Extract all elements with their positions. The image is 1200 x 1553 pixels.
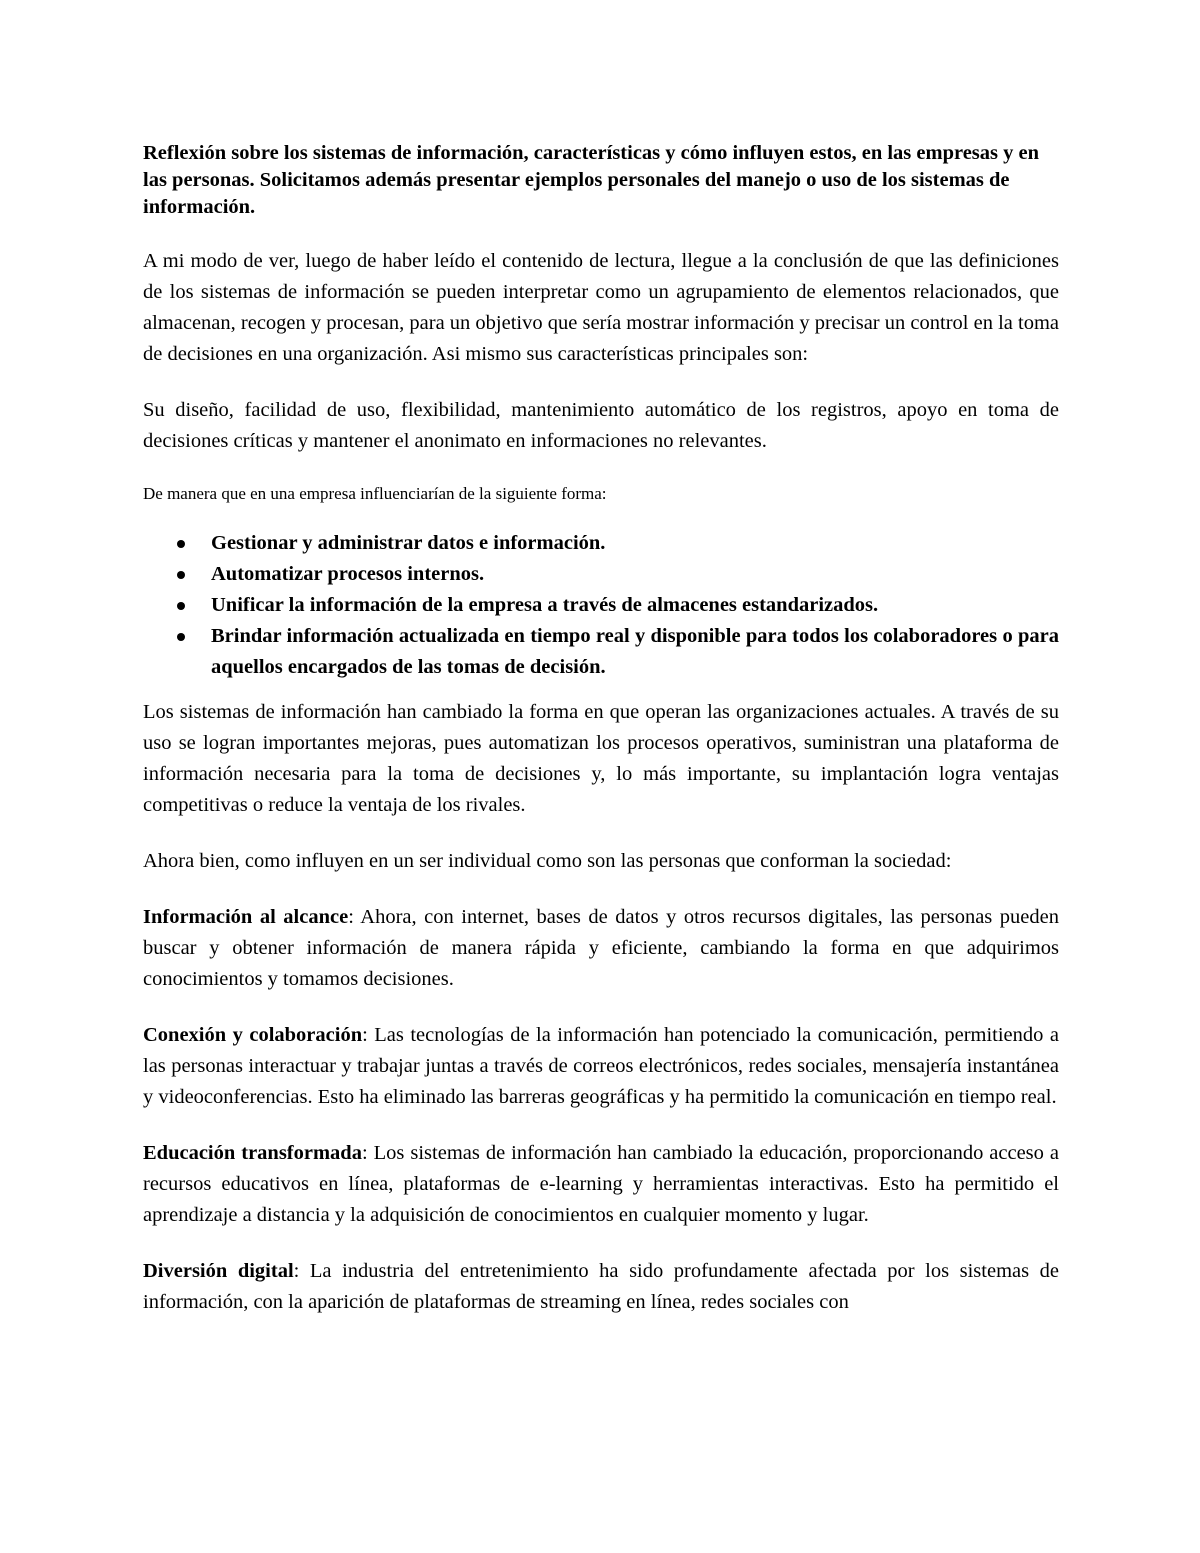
list-item: Unificar la información de la empresa a través de almacenes estandarizados. xyxy=(211,590,1059,621)
section-term: Información al alcance xyxy=(143,906,349,928)
section-text: : Los sistemas de información han cambiado la educación, proporcionando acceso a recursos educativos en línea, plataformas de e-learning y herramientas interactivas. Esto ha permitido el aprendizaje a distancia y la adquisición de conocimientos en cualquier momento y lugar. xyxy=(143,1142,1059,1226)
company-intro-paragraph: De manera que en una empresa influenciarían de la siguiente forma: xyxy=(143,484,607,503)
section-text: : Ahora, con internet, bases de datos y otros recursos digitales, las personas pueden buscar y obtener información de manera rápida y eficiente, cambiando la forma en que adquirimos conocimientos y tomamos decisiones. xyxy=(143,906,1059,990)
section-digital-entertainment xyxy=(143,1256,1059,1318)
list-item: Automatizar procesos internos. xyxy=(211,559,1059,590)
characteristics-paragraph: Su diseño, facilidad de uso, flexibilidad, mantenimiento automático de los registros, apoyo en toma de decisiones críticas y mantener el anonimato en informaciones no relevantes. xyxy=(143,399,1059,452)
document-title: Reflexión sobre los sistemas de información, características y cómo influyen estos, en las empresas y en las personas. Solicitamos además presentar ejemplos personales del manejo o uso de los sistemas de información. xyxy=(143,142,1040,218)
section-text: : Las tecnologías de la información han potenciado la comunicación, permitiendo a las personas interactuar y trabajar juntas a través de correos electrónicos, redes sociales, mensajería instantánea y videoconferencias. Esto ha eliminado las barreras geográficas y ha permitido la comunicación en tiempo real. xyxy=(143,1024,1059,1108)
people-intro-paragraph: Ahora bien, como influyen en un ser individual como son las personas que conforman la sociedad: xyxy=(143,850,952,872)
section-term: Diversión digital xyxy=(143,1260,294,1282)
section-term: Educación transformada xyxy=(143,1142,362,1164)
section-term: Conexión y colaboración xyxy=(143,1024,363,1046)
organizations-paragraph: Los sistemas de información han cambiado la forma en que operan las organizaciones actuales. A través de su uso se logran importantes mejoras, pues automatizan los procesos operativos, suministran una plataforma de información necesaria para la toma de decisiones y, lo más importante, su implantación logra ventajas competitivas o reduce la ventaja de los rivales. xyxy=(143,701,1059,816)
intro-paragraph: A mi modo de ver, luego de haber leído el contenido de lectura, llegue a la conclusión de que las definiciones de los sistemas de información se pueden interpretar como un agrupamiento de elementos relacionados, que almacenan, recogen y procesan, para un objetivo que sería mostrar información y precisar un control en la toma de decisiones en una organización. Asi mismo sus características principales son: xyxy=(143,250,1059,365)
list-item: Gestionar y administrar datos e información. xyxy=(211,528,1059,559)
section-education xyxy=(143,1138,1059,1231)
section-information-access xyxy=(143,902,1059,995)
section-connection-collaboration xyxy=(143,1020,1059,1113)
list-item: Brindar información actualizada en tiempo real y disponible para todos los colaboradores o para aquellos encargados de las tomas de decisión. xyxy=(211,621,1059,683)
document-body xyxy=(143,140,1059,1343)
company-influence-list xyxy=(143,528,1059,683)
section-text: : La industria del entretenimiento ha sido profundamente afectada por los sistemas de información, con la aparición de plataformas de streaming en línea, redes sociales con xyxy=(143,1260,1059,1313)
